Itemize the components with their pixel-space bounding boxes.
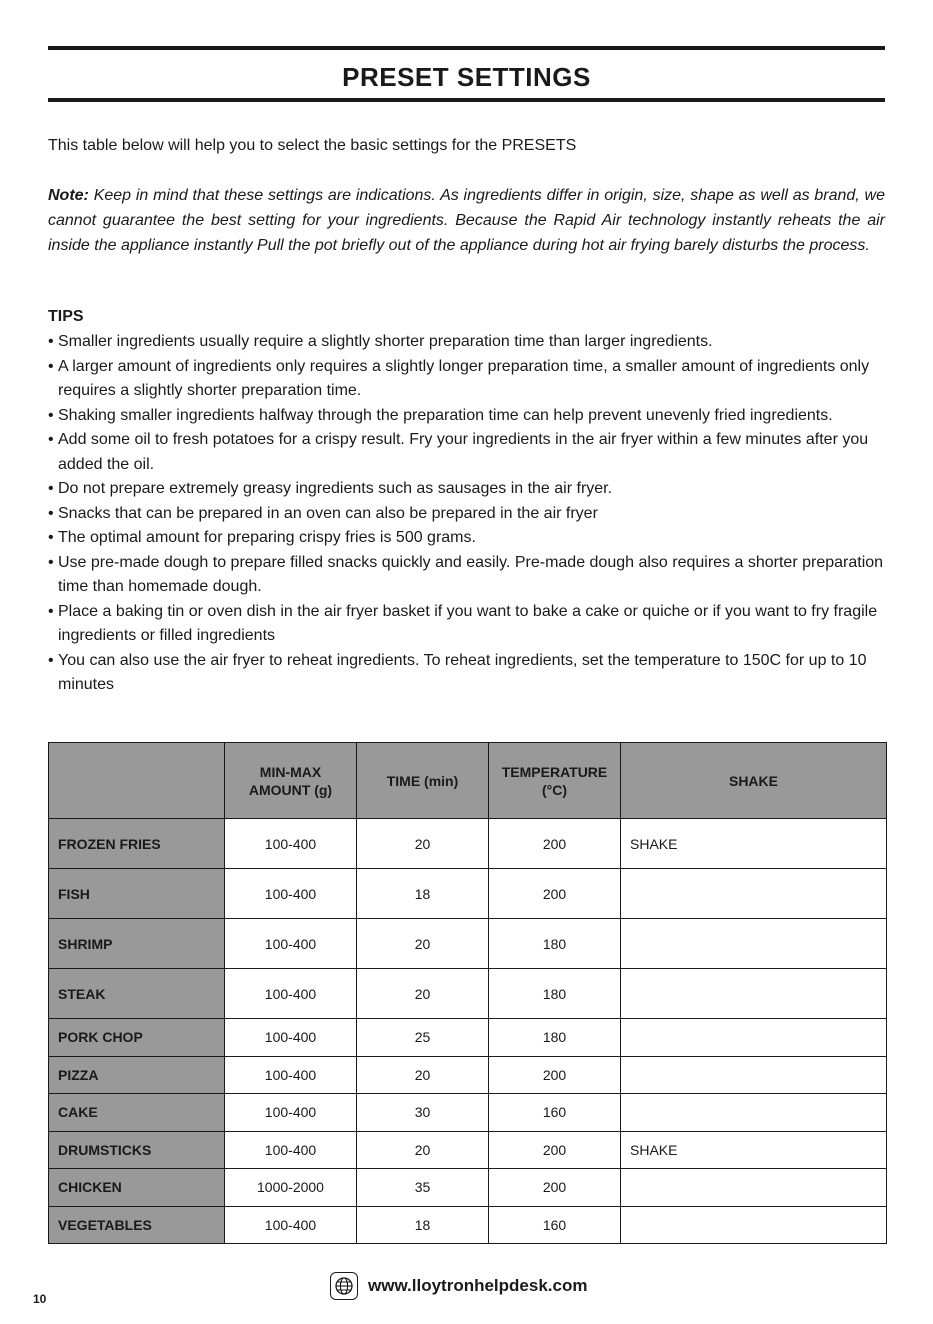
row-shake [621,869,887,919]
tip-item [48,551,893,600]
tip-text: You can also use the air fryer to reheat ingredients. To reheat ingredients, set the temperature to 150C for up to 10 minutes [58,651,867,693]
row-shake [621,1094,887,1132]
row-time: 20 [357,1131,489,1169]
header-amount [225,743,357,819]
bullet-icon: • [48,333,54,350]
row-temp: 200 [489,1131,621,1169]
title-rule-top [48,46,885,50]
preset-settings-table [48,742,887,1244]
bullet-icon: • [48,602,54,620]
row-time: 20 [357,919,489,969]
note-paragraph [48,183,885,258]
title-rule-bottom [48,98,885,102]
globe-icon [330,1272,358,1300]
table-row [49,1019,887,1057]
note-text: Keep in mind that these settings are indications. As ingredients differ in origin, size, shape as well as brand, we cannot guarantee the best setting for your ingredients. Because the Rapid Air technology instantly reheats the air inside the appliance instantly Pull the pot briefly out of the appliance during hot air frying barely disturbs the process. [48,187,885,254]
tip-text: Place a baking tin or oven dish in the air fryer basket if you want to bake a cake or quiche or if you want to fry fragile ingredients or filled ingredients [58,602,878,644]
row-name: PORK CHOP [49,1019,225,1057]
bullet-icon: • [48,431,54,448]
header-temperature [489,743,621,819]
row-temp: 160 [489,1206,621,1244]
row-time: 20 [357,819,489,869]
header-amount-line2: AMOUNT (g) [248,781,333,798]
bullet-icon: • [48,406,54,424]
row-shake [621,969,887,1019]
bullet-icon: • [48,651,54,669]
table-row [49,969,887,1019]
tip-item [48,600,893,649]
row-amount: 100-400 [225,1056,357,1094]
row-amount: 100-400 [225,1206,357,1244]
page-number: 10 [33,1292,47,1306]
row-temp: 200 [489,1169,621,1207]
tips-list [48,330,893,698]
tip-text: The optimal amount for preparing crispy fries is 500 grams. [58,529,476,546]
row-name: FISH [49,869,225,919]
tip-text: Use pre-made dough to prepare filled snacks quickly and easily. Pre-made dough also requires a shorter preparation time than homemade dough. [58,553,884,595]
bullet-icon: • [48,357,54,375]
row-amount: 100-400 [225,1094,357,1132]
row-temp: 180 [489,919,621,969]
tip-text: Snacks that can be prepared in an oven can also be prepared in the air fryer [58,504,598,522]
bullet-icon: • [48,529,54,546]
row-shake: SHAKE [621,1131,887,1169]
row-time: 18 [357,869,489,919]
row-time: 30 [357,1094,489,1132]
tip-item [48,330,893,355]
row-shake: SHAKE [621,819,887,869]
row-amount: 100-400 [225,919,357,969]
row-name: VEGETABLES [49,1206,225,1244]
row-temp: 200 [489,819,621,869]
header-amount-line1: MIN-MAX [259,763,322,780]
row-temp: 180 [489,969,621,1019]
row-temp: 200 [489,869,621,919]
header-time: TIME (min) [357,743,489,819]
table-row [49,1169,887,1207]
intro-text: This table below will help you to select the basic settings for the PRESETS [48,137,577,154]
row-time: 20 [357,969,489,1019]
table-row [49,1094,887,1132]
bullet-icon: • [48,504,54,522]
website-url[interactable]: www.lloytronhelpdesk.com [368,1276,588,1295]
row-time: 35 [357,1169,489,1207]
tip-item [48,649,893,698]
row-amount: 100-400 [225,869,357,919]
row-shake [621,1019,887,1057]
header-item [49,743,225,819]
header-shake: SHAKE [621,743,887,819]
row-name: DRUMSTICKS [49,1131,225,1169]
bullet-icon: • [48,553,54,571]
row-name: PIZZA [49,1056,225,1094]
tip-item [48,355,893,404]
row-name: CAKE [49,1094,225,1132]
row-amount: 100-400 [225,969,357,1019]
row-amount: 1000-2000 [225,1169,357,1207]
table-header-row [49,743,887,819]
row-shake [621,1169,887,1207]
tip-text: A larger amount of ingredients only requires a slightly longer preparation time, a smaller amount of ingredients only requires a slightly shorter preparation time. [58,357,870,399]
row-time: 18 [357,1206,489,1244]
tip-item [48,526,893,551]
row-temp: 180 [489,1019,621,1057]
header-temp-line2: (°C) [541,781,568,798]
row-temp: 160 [489,1094,621,1132]
row-amount: 100-400 [225,819,357,869]
row-name: CHICKEN [49,1169,225,1207]
row-amount: 100-400 [225,1019,357,1057]
tip-item [48,477,893,502]
note-label: Note: [48,187,89,204]
row-name: SHRIMP [49,919,225,969]
tip-text: Shaking smaller ingredients halfway through the preparation time can help prevent unevenly fried ingredients. [58,406,833,424]
table-row [49,869,887,919]
row-shake [621,1206,887,1244]
tip-item [48,404,893,429]
table-row [49,1131,887,1169]
tip-item [48,502,893,527]
tip-item [48,428,893,477]
table-row [49,1206,887,1244]
row-time: 25 [357,1019,489,1057]
bullet-icon: • [48,480,54,497]
tip-text: Do not prepare extremely greasy ingredients such as sausages in the air fryer. [58,480,613,497]
row-shake [621,1056,887,1094]
row-shake [621,919,887,969]
table-row [49,1056,887,1094]
footer-website[interactable] [330,1270,587,1302]
table-row [49,919,887,969]
row-amount: 100-400 [225,1131,357,1169]
header-temp-line1: TEMPERATURE [501,763,608,780]
page-title: PRESET SETTINGS [342,62,591,92]
tip-text: Smaller ingredients usually require a slightly shorter preparation time than larger ingredients. [58,333,713,350]
tip-text: Add some oil to fresh potatoes for a crispy result. Fry your ingredients in the air fryer within a few minutes after you added the oil. [58,431,869,473]
row-name: FROZEN FRIES [49,819,225,869]
tips-heading: TIPS [48,308,84,325]
row-temp: 200 [489,1056,621,1094]
table-row [49,819,887,869]
row-time: 20 [357,1056,489,1094]
row-name: STEAK [49,969,225,1019]
